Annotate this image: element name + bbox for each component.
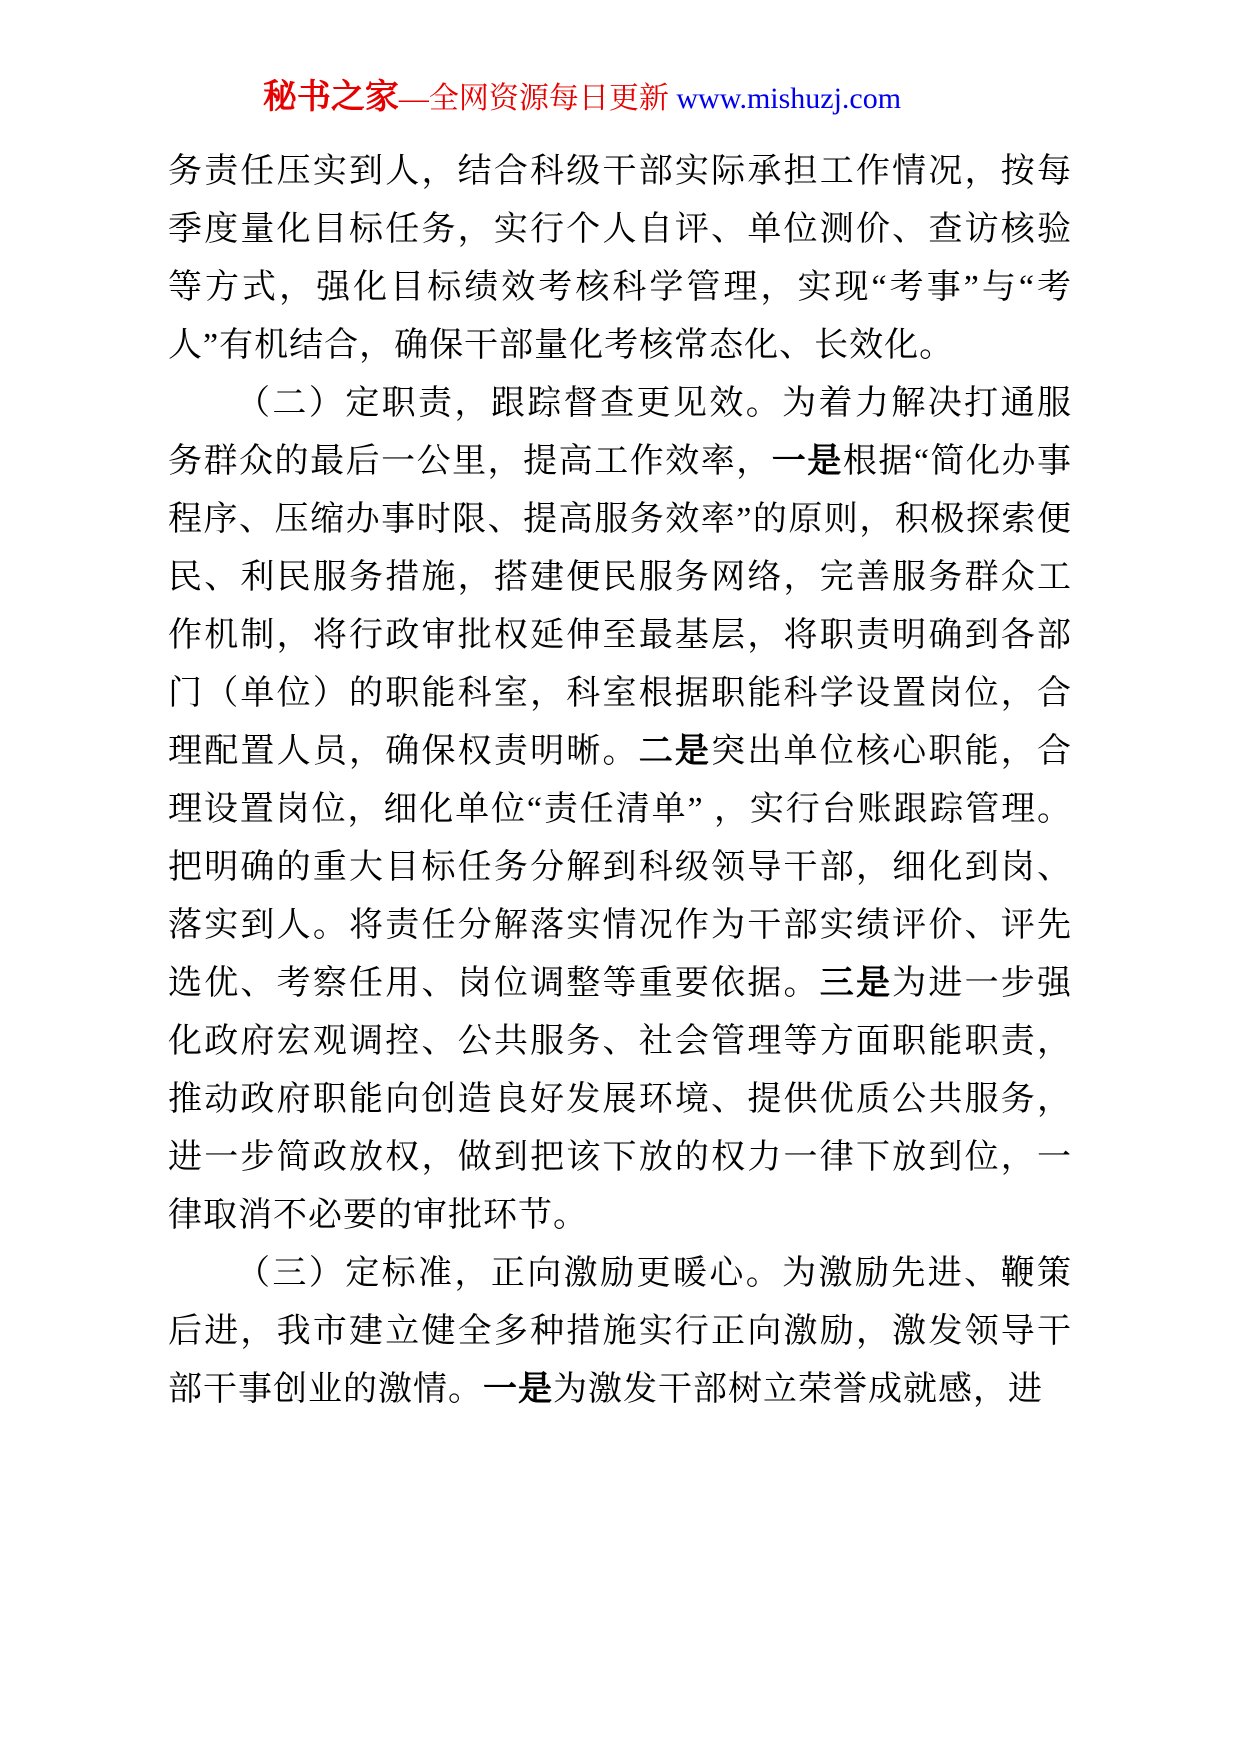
- text-run: 为激发干部树立荣誉成就感，进: [553, 1371, 1043, 1408]
- text-run: （二）定职责，跟踪督查更见效。为着力解决打通服务群众的最后一公里，提高工作效率，: [168, 385, 1072, 480]
- text-run: 突出单位核心职能，合理设置岗位，细化单位“责任清单” ，实行台账跟踪管理。把明确的重大目标任务分解到科级领导干部，细化到岗、落实到人。将责任分解落实情况作为干部实绩评价、评先选优、考察任用、岗位调整等重要依据。: [168, 733, 1073, 1002]
- text-run: 为进一步强化政府宏观调控、公共服务、社会管理等方面职能职责，推动政府职能向创造良好发展环境、提供优质公共服务，进一步简政放权，做到把该下放的权力一律下放到位，一律取消不必要的审批环节。: [168, 965, 1073, 1234]
- document-body: [168, 143, 1072, 1419]
- paragraph: [168, 375, 1072, 1245]
- paragraph: [168, 1245, 1072, 1419]
- emphasis-run: 三是: [819, 965, 893, 1002]
- site-url-link[interactable]: www.mishuzj.com: [676, 82, 902, 115]
- text-run: 根据“简化办事程序、压缩办事时限、提高服务效率”的原则，积极探索便民、利民服务措施，搭建便民服务网络，完善服务群众工作机制，将行政审批权延伸至最基层，将职责明确到各部门（单位）的职能科室，科室根据职能科学设置岗位，合理配置人员，确保权责明晰。: [168, 443, 1073, 770]
- paragraph: [168, 143, 1072, 375]
- text-run: 务责任压实到人，结合科级干部实际承担工作情况，按每季度量化目标任务，实行个人自评、单位测价、查访核验等方式，强化目标绩效考核科学管理，实现“考事”与“考人”有机结合，确保干部量化考核常态化、长效化。: [168, 153, 1072, 364]
- site-header: [130, 78, 1034, 119]
- site-tagline: —全网资源每日更新: [398, 82, 677, 115]
- site-name: 秘书之家: [262, 79, 399, 116]
- emphasis-run: 一是: [771, 443, 843, 480]
- text-run: （三）定标准，正向激励更暖心。为激励先进、鞭策后进，我市建立健全多种措施实行正向激励，激发领导干部干事创业的激情。: [168, 1255, 1072, 1408]
- emphasis-run: 一是: [483, 1371, 553, 1408]
- emphasis-run: 二是: [638, 733, 712, 770]
